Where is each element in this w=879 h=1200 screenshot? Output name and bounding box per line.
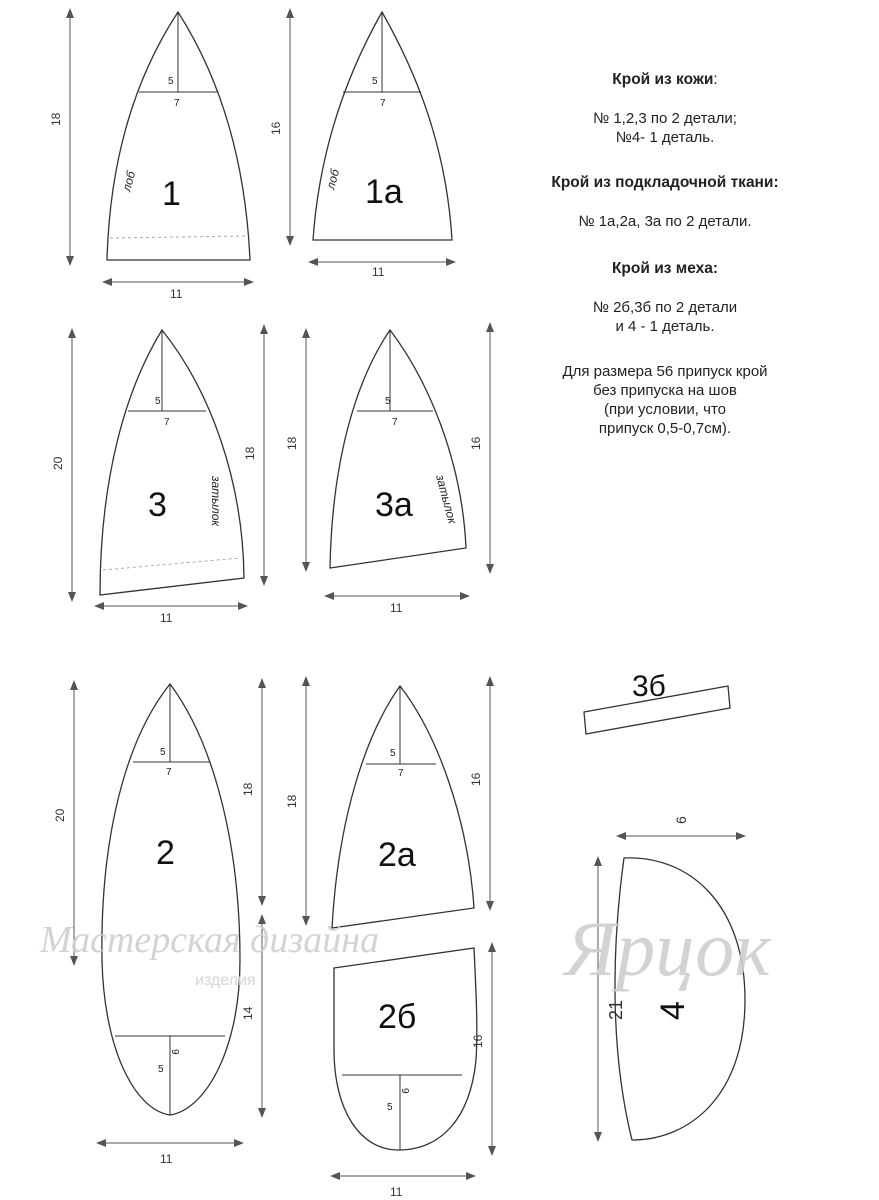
leather-line-1: № 1,2,3 по 2 детали; bbox=[593, 110, 737, 127]
size-line-2: без припуска на шов bbox=[593, 382, 737, 399]
piece-1a-h1: 5 bbox=[372, 76, 378, 87]
piece-2a-w1: 7 bbox=[398, 768, 404, 779]
piece-1-seam bbox=[110, 236, 248, 238]
leather-title: Крой из кожи bbox=[612, 71, 714, 88]
piece-3a bbox=[285, 322, 494, 615]
piece-3-height: 20 bbox=[51, 456, 65, 470]
piece-2a-height-right: 16 bbox=[469, 772, 483, 786]
piece-2b-w2: 9 bbox=[399, 1088, 410, 1094]
piece-2b-width: 11 bbox=[390, 1185, 403, 1199]
instructions-panel bbox=[505, 70, 825, 464]
piece-4-outline bbox=[615, 858, 745, 1140]
piece-1-width: 11 bbox=[170, 287, 183, 301]
piece-4-label: 4 bbox=[654, 1001, 692, 1020]
piece-1-label: 1 bbox=[162, 175, 181, 213]
leather-text bbox=[505, 109, 825, 147]
piece-2b bbox=[330, 942, 496, 1199]
piece-2-w2: 9 bbox=[169, 1049, 180, 1055]
piece-1a-note: лоб bbox=[323, 167, 343, 191]
size-line-4: припуск 0,5-0,7см). bbox=[598, 420, 732, 437]
piece-2-w1: 7 bbox=[166, 767, 172, 778]
piece-3-seam bbox=[103, 558, 240, 570]
piece-3a-guides bbox=[357, 330, 433, 411]
lining-text bbox=[505, 212, 825, 231]
leather-title-block bbox=[505, 70, 825, 89]
fur-line-2: и 4 - 1 деталь. bbox=[615, 318, 715, 335]
piece-1a-guides bbox=[343, 12, 421, 92]
piece-1a-label: 1а bbox=[365, 173, 403, 211]
piece-2-height-upper: 18 bbox=[241, 782, 255, 796]
lining-line-1: № 1а,2а, 3а по 2 детали. bbox=[578, 213, 752, 230]
piece-4-height: 21 bbox=[606, 999, 626, 1020]
piece-2-width: 11 bbox=[160, 1152, 173, 1166]
size-line-1: Для размера 56 припуск крой bbox=[562, 363, 768, 380]
piece-3b bbox=[584, 670, 730, 734]
piece-3-height-right: 18 bbox=[243, 446, 257, 460]
piece-4-width: 6 bbox=[673, 816, 689, 824]
piece-1a-w1: 7 bbox=[380, 98, 386, 109]
watermark-sub: изделия bbox=[195, 972, 256, 989]
piece-2b-height: 16 bbox=[471, 1034, 485, 1048]
leather-title-colon: : bbox=[713, 71, 718, 88]
piece-3a-label: 3а bbox=[375, 486, 413, 524]
piece-3-note: затылок bbox=[209, 476, 223, 527]
piece-3a-outline bbox=[330, 330, 466, 568]
piece-1-height: 18 bbox=[49, 112, 63, 126]
piece-2-height: 20 bbox=[53, 808, 67, 822]
piece-3a-w1: 7 bbox=[392, 417, 398, 428]
piece-1a-height: 16 bbox=[269, 121, 283, 135]
piece-3 bbox=[51, 324, 268, 625]
piece-1a bbox=[269, 8, 456, 279]
piece-1-note: лоб bbox=[119, 169, 139, 193]
piece-3a-height: 18 bbox=[285, 436, 299, 450]
piece-3b-label: 3б bbox=[632, 670, 666, 703]
watermark-right: Ярцок bbox=[565, 905, 771, 992]
piece-2a-height: 18 bbox=[285, 794, 299, 808]
piece-3-outline bbox=[100, 330, 244, 595]
piece-1-guides bbox=[139, 12, 217, 92]
fur-line-1: № 2б,3б по 2 детали bbox=[592, 299, 738, 316]
piece-3-label: 3 bbox=[148, 486, 167, 524]
piece-1a-width: 11 bbox=[372, 265, 385, 279]
piece-1-h1: 5 bbox=[168, 76, 174, 87]
piece-2a-h1: 5 bbox=[390, 748, 396, 759]
leather-line-2: №4- 1 деталь. bbox=[615, 129, 715, 146]
piece-2-height-lower: 14 bbox=[241, 1006, 255, 1020]
piece-1 bbox=[49, 8, 254, 301]
piece-2-guides-bottom bbox=[115, 1036, 225, 1115]
size-note bbox=[505, 362, 825, 438]
piece-2b-label: 2б bbox=[378, 998, 417, 1036]
piece-3-width: 11 bbox=[160, 611, 173, 625]
piece-2b-guides bbox=[342, 1075, 462, 1150]
piece-3a-width: 11 bbox=[390, 601, 403, 615]
piece-2-h2: 5 bbox=[158, 1064, 164, 1075]
piece-2a bbox=[285, 676, 494, 928]
piece-3-h1: 5 bbox=[155, 396, 161, 407]
piece-2a-label: 2а bbox=[378, 836, 416, 874]
piece-1-w1: 7 bbox=[174, 98, 180, 109]
watermark-left: Мастерская дизайна bbox=[40, 919, 380, 961]
piece-3a-h1: 5 bbox=[385, 396, 391, 407]
piece-2-h1: 5 bbox=[160, 747, 166, 758]
piece-3-w1: 7 bbox=[164, 417, 170, 428]
fur-title: Крой из меха: bbox=[611, 260, 719, 277]
size-line-3: (при условии, что bbox=[603, 401, 727, 418]
piece-2b-h2: 5 bbox=[387, 1102, 393, 1113]
piece-3-guides bbox=[128, 330, 206, 411]
piece-3a-height-right: 16 bbox=[469, 436, 483, 450]
piece-3a-note: затылок bbox=[433, 473, 460, 526]
lining-title: Крой из подкладочной ткани: bbox=[551, 174, 779, 191]
piece-2b-outline bbox=[334, 948, 477, 1150]
piece-2a-outline bbox=[332, 686, 474, 928]
fur-text bbox=[505, 298, 825, 336]
piece-2-label: 2 bbox=[156, 834, 175, 872]
